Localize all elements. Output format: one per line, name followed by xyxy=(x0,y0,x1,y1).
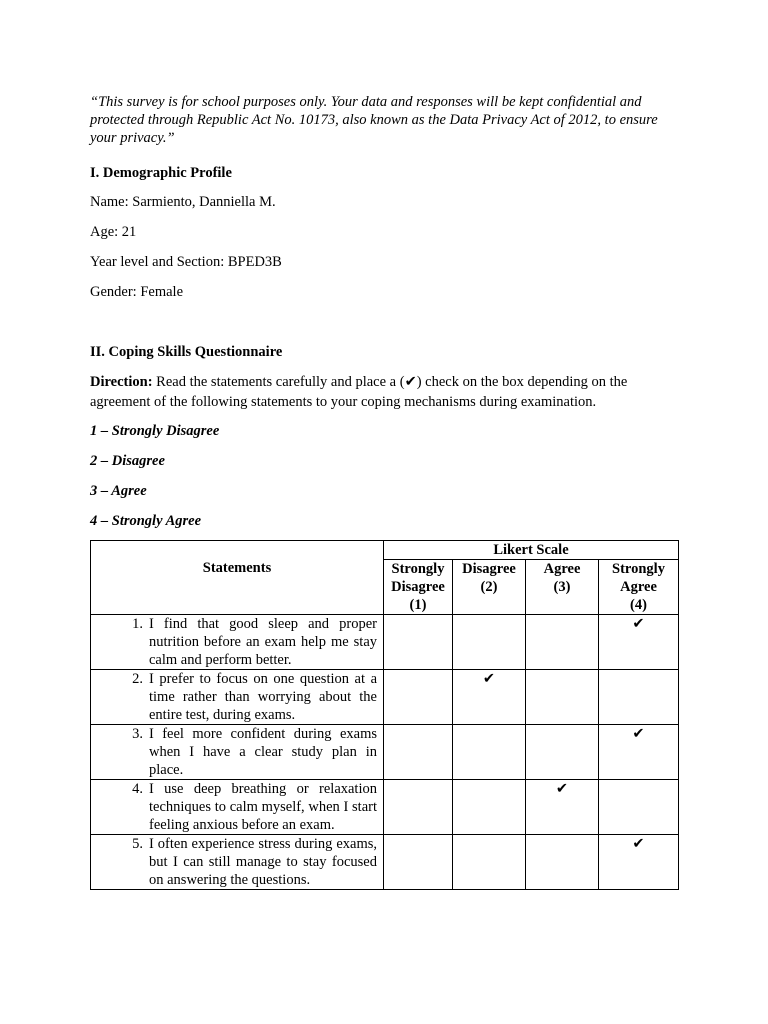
statement-text: I find that good sleep and proper nutrition before an exam help me stay calm and perform better. xyxy=(149,616,377,668)
table-row xyxy=(91,670,679,725)
field-year-section: Year level and Section: BPED3B xyxy=(90,254,282,270)
rating-cell-4[interactable] xyxy=(599,670,679,725)
check-mark-icon: ✔ xyxy=(482,671,496,687)
section-questionnaire-title: II. Coping Skills Questionnaire xyxy=(90,344,283,360)
rating-cell-4[interactable] xyxy=(599,615,679,670)
statements-header: Statements xyxy=(91,541,384,615)
scale-legend-2: 2 – Disagree xyxy=(90,453,165,469)
rating-cell-2[interactable] xyxy=(453,780,526,835)
rating-cell-1[interactable] xyxy=(384,615,453,670)
field-gender: Gender: Female xyxy=(90,284,184,300)
column-header-2-line2: (2) xyxy=(480,579,498,595)
rating-cell-1[interactable] xyxy=(384,835,453,890)
statement-cell xyxy=(91,725,384,780)
document-body xyxy=(90,93,678,530)
statement-number: 4. xyxy=(132,781,143,797)
likert-table xyxy=(90,540,679,890)
rating-cell-1[interactable] xyxy=(384,780,453,835)
statement-number: 2. xyxy=(132,671,143,687)
table-row xyxy=(91,725,679,780)
check-mark-icon: ✔ xyxy=(555,781,569,797)
rating-cell-3[interactable] xyxy=(526,835,599,890)
column-header-1-line2: Disagree xyxy=(391,579,445,595)
statement-text: I often experience stress during exams, but I can still manage to stay focused on answering the questions. xyxy=(149,836,377,888)
rating-cell-3[interactable] xyxy=(526,780,599,835)
statement-cell xyxy=(91,780,384,835)
column-header-3-line1: Agree xyxy=(543,561,581,577)
likert-scale-header: Likert Scale xyxy=(384,541,679,560)
statement-cell xyxy=(91,670,384,725)
column-header-2 xyxy=(453,560,526,615)
statement-cell xyxy=(91,835,384,890)
column-header-1-line3: (1) xyxy=(409,597,427,613)
rating-cell-3[interactable] xyxy=(526,615,599,670)
table-row xyxy=(91,780,679,835)
scale-legend-1: 1 – Strongly Disagree xyxy=(90,423,220,439)
direction-text: Read the statements carefully and place a (✔) check on the box depending on the agreement of the following statements to your coping mechanisms during examination. xyxy=(90,374,628,410)
statement-number: 1. xyxy=(132,616,143,632)
rating-cell-4[interactable] xyxy=(599,725,679,780)
rating-cell-2[interactable] xyxy=(453,615,526,670)
rating-cell-1[interactable] xyxy=(384,725,453,780)
column-header-3 xyxy=(526,560,599,615)
column-header-4 xyxy=(599,560,679,615)
table-row xyxy=(91,835,679,890)
statement-cell xyxy=(91,615,384,670)
column-header-3-line2: (3) xyxy=(553,579,571,595)
rating-cell-2[interactable] xyxy=(453,835,526,890)
statement-text: I prefer to focus on one question at a time rather than worrying about the entire test, during exams. xyxy=(149,671,377,723)
rating-cell-3[interactable] xyxy=(526,670,599,725)
direction-paragraph xyxy=(90,372,678,412)
rating-cell-2[interactable] xyxy=(453,725,526,780)
rating-cell-4[interactable] xyxy=(599,835,679,890)
privacy-notice: “This survey is for school purposes only. Your data and responses will be kept confidential and protected through Republic Act No. 10173, also known as the Data Privacy Act of 2012, to ensure your privacy.” xyxy=(90,94,658,146)
column-header-1 xyxy=(384,560,453,615)
check-mark-icon: ✔ xyxy=(632,726,645,742)
statement-text: I feel more confident during exams when I have a clear study plan in place. xyxy=(149,726,377,778)
check-mark-icon: ✔ xyxy=(632,616,645,632)
column-header-4-line2: Agree xyxy=(620,579,657,595)
direction-label: Direction: xyxy=(90,374,153,390)
statement-number: 3. xyxy=(132,726,143,742)
statement-number: 5. xyxy=(132,836,143,852)
column-header-2-line1: Disagree xyxy=(462,561,516,577)
check-mark-icon: ✔ xyxy=(632,836,645,852)
rating-cell-4[interactable] xyxy=(599,780,679,835)
scale-legend-3: 3 – Agree xyxy=(90,483,147,499)
scale-legend-4: 4 – Strongly Agree xyxy=(90,513,202,529)
table-row xyxy=(91,615,679,670)
statement-text: I use deep breathing or relaxation techniques to calm myself, when I start feeling anxious before an exam. xyxy=(149,781,377,833)
column-header-4-line3: (4) xyxy=(630,597,647,613)
column-header-4-line1: Strongly xyxy=(612,561,665,577)
section-demographic-title: I. Demographic Profile xyxy=(90,165,232,181)
field-name: Name: Sarmiento, Danniella M. xyxy=(90,194,276,210)
field-age: Age: 21 xyxy=(90,224,137,240)
column-header-1-line1: Strongly xyxy=(391,561,445,577)
rating-cell-3[interactable] xyxy=(526,725,599,780)
rating-cell-1[interactable] xyxy=(384,670,453,725)
rating-cell-2[interactable] xyxy=(453,670,526,725)
